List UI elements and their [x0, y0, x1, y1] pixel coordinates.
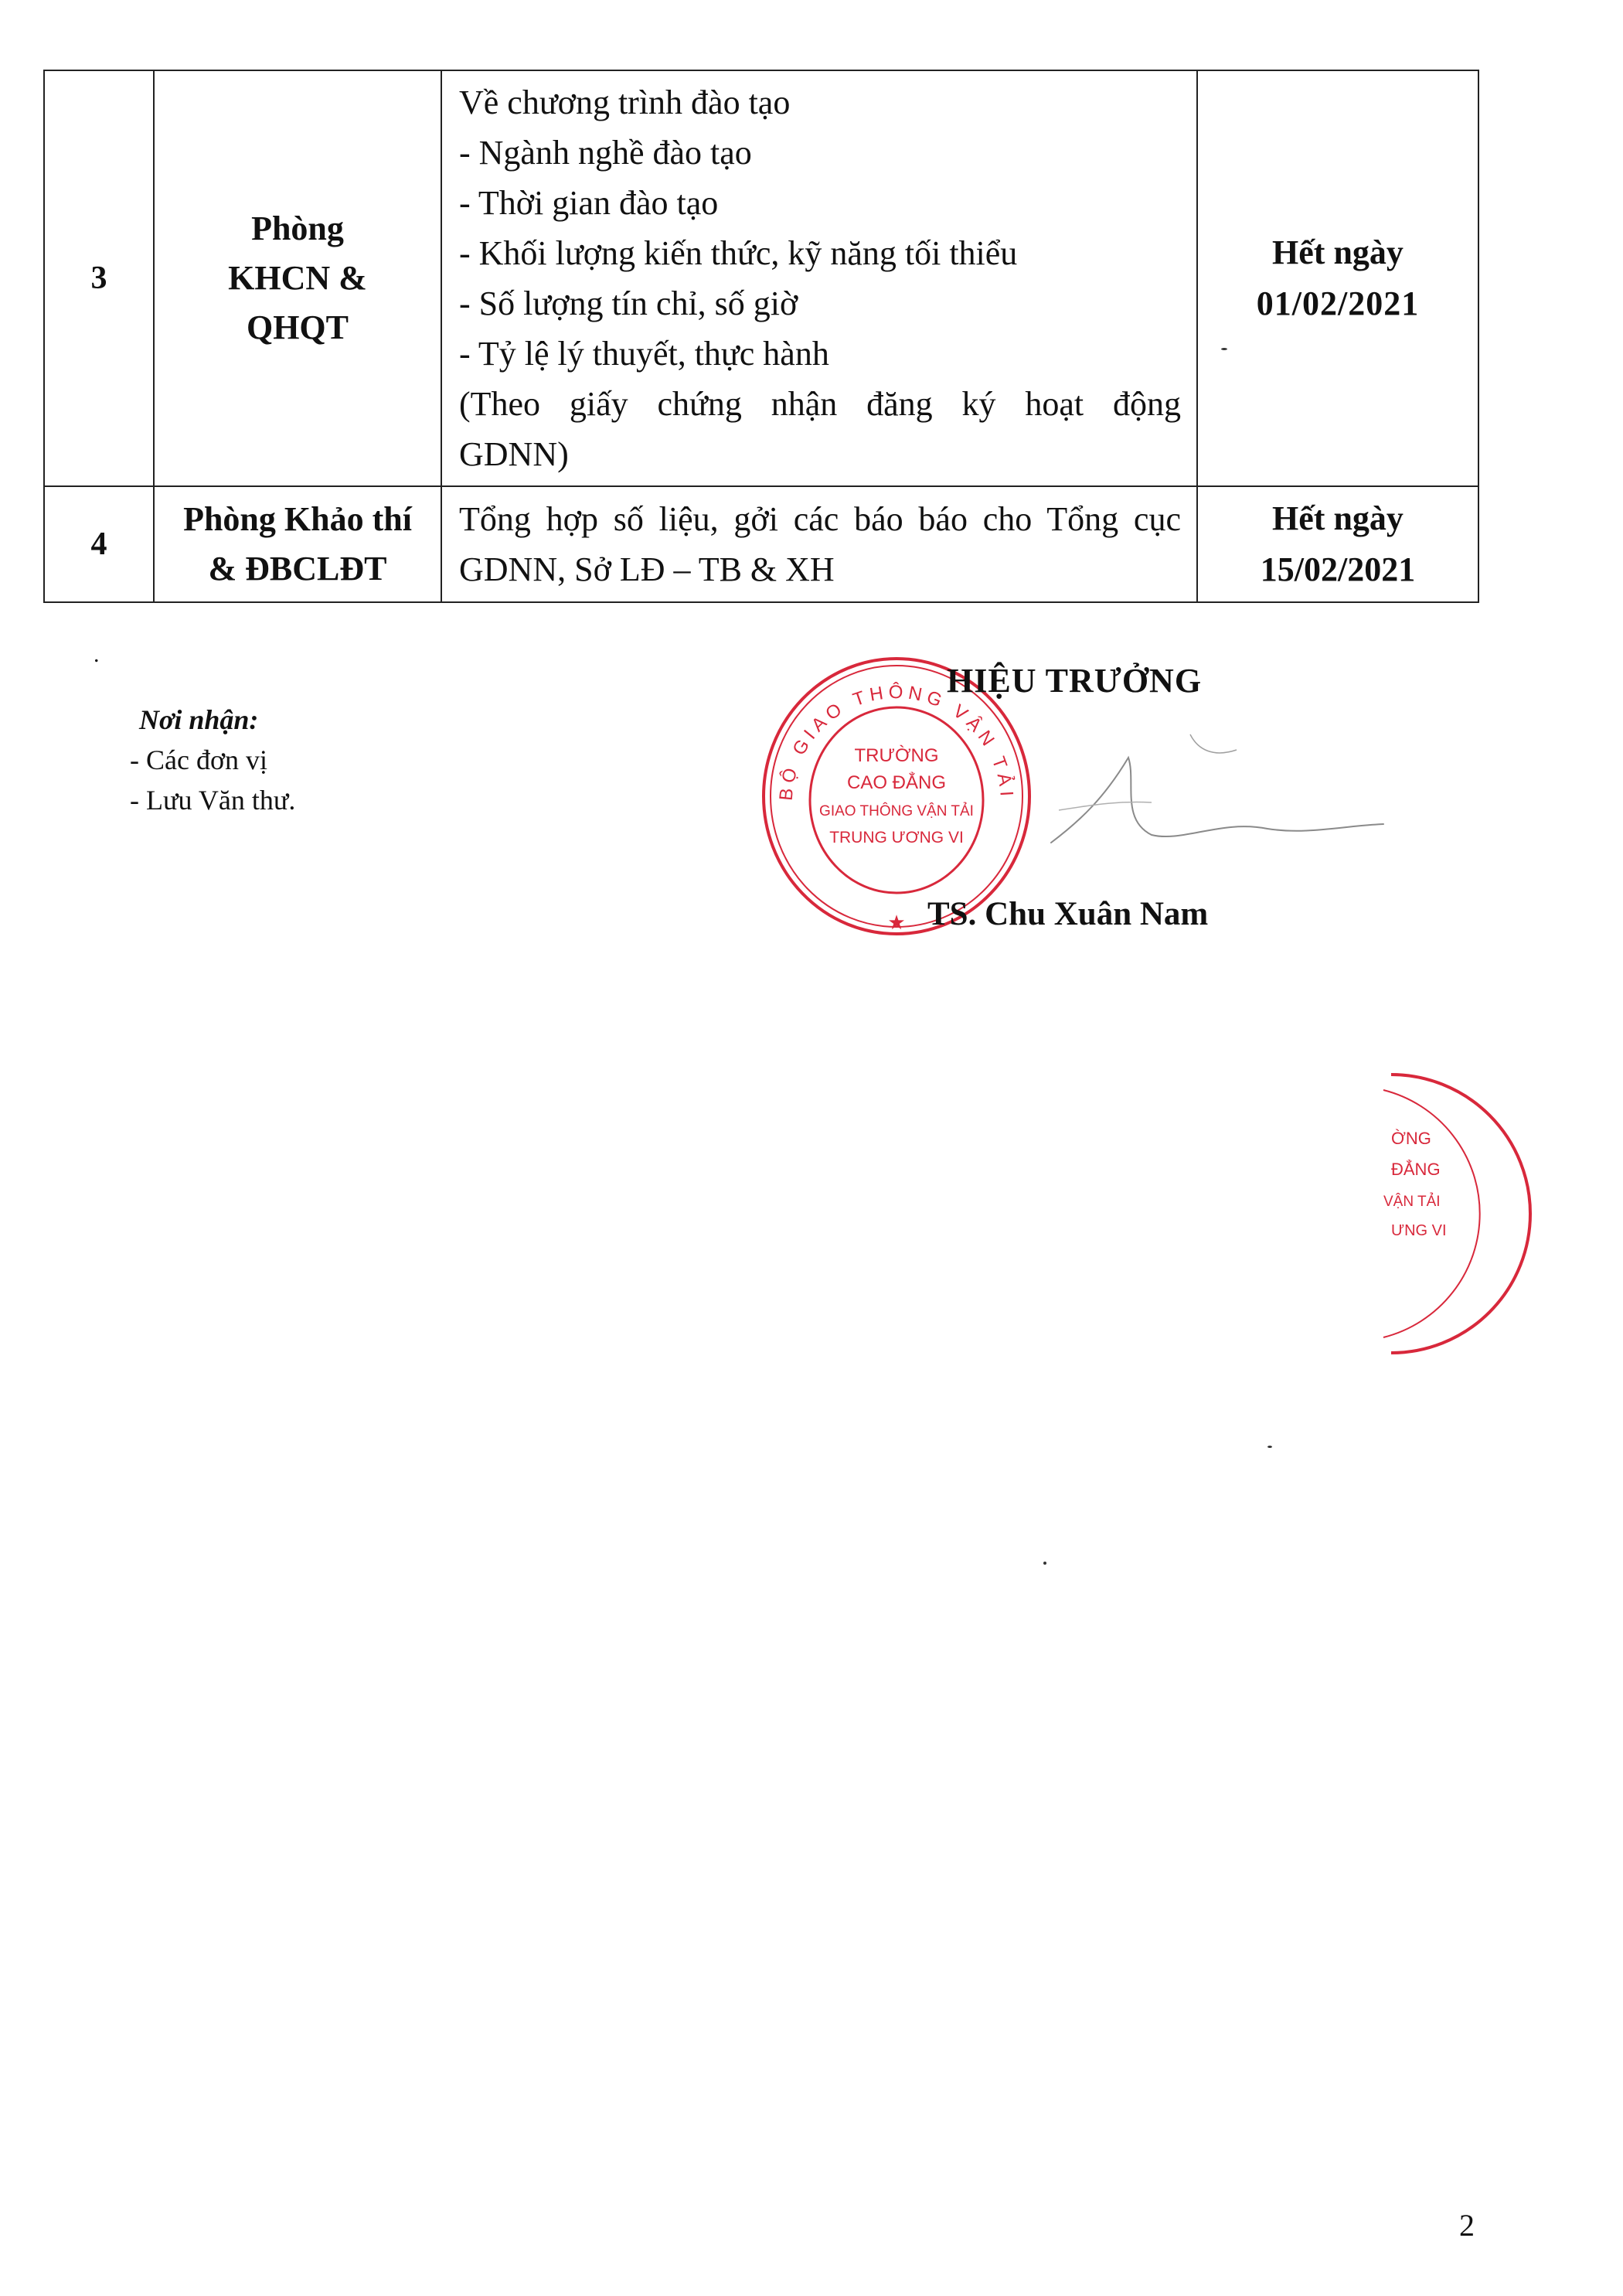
- deadline-label: Hết ngày: [1272, 233, 1404, 271]
- table-row: [44, 70, 1478, 486]
- seal-line: ƯNG VI: [1391, 1222, 1447, 1239]
- unit-line: Phòng: [251, 210, 344, 247]
- row-number: 4: [44, 486, 154, 602]
- deadline-date: 15/02/2021: [1260, 550, 1416, 588]
- seal-outer-text: BỘ GIAO THÔNG VẬN TẢI: [775, 681, 1018, 802]
- signer-title: HIỆU TRƯỞNG: [947, 662, 1203, 700]
- partial-seal: [1376, 1059, 1546, 1368]
- task-line: GDNN): [459, 435, 569, 473]
- seal-line: TRƯỜNG: [854, 745, 939, 766]
- table-row: [44, 486, 1478, 602]
- seal-line: VẬN TẢI: [1383, 1194, 1441, 1210]
- deadline: [1197, 70, 1478, 486]
- unit-line: KHCN &: [228, 259, 367, 297]
- task-line: GDNN, Sở LĐ – TB & XH: [459, 550, 835, 588]
- page-number: 2: [1459, 2208, 1475, 2243]
- task-line: - Khối lượng kiến thức, kỹ năng tối thiểu: [459, 234, 1018, 272]
- scan-speck: [1221, 348, 1227, 350]
- task-line: - Ngành nghề đào tạo: [459, 134, 752, 172]
- deadline: [1197, 486, 1478, 602]
- deadline-date: 01/02/2021: [1256, 284, 1420, 322]
- signer-name: TS. Chu Xuân Nam: [927, 896, 1209, 932]
- task-line: - Số lượng tín chỉ, số giờ: [459, 284, 798, 322]
- stray-mark: .: [94, 642, 100, 667]
- seal-line: TRUNG ƯƠNG VI: [829, 829, 964, 847]
- unit-line: & ĐBCLĐT: [208, 550, 387, 588]
- task-line: Về chương trình đào tạo: [459, 83, 791, 121]
- task-table: [43, 70, 1479, 603]
- task-line: Tổng hợp số liệu, gởi các báo báo cho Tổng cục: [459, 500, 1181, 538]
- task-description: [441, 486, 1197, 602]
- unit-line: Phòng Khảo thí: [183, 500, 412, 538]
- task-line: (Theo giấy chứng nhận đăng ký hoạt động: [459, 385, 1181, 423]
- row-number: 3: [44, 70, 154, 486]
- recipient-item: - Lưu Văn thư.: [130, 785, 296, 816]
- seal-line: ỜNG: [1391, 1129, 1431, 1148]
- responsible-unit: [154, 486, 441, 602]
- responsible-unit: [154, 70, 441, 486]
- task-line: - Thời gian đào tạo: [459, 184, 719, 222]
- unit-line: QHQT: [246, 308, 349, 346]
- deadline-label: Hết ngày: [1272, 499, 1404, 537]
- task-description: [441, 70, 1197, 486]
- seal-line: ĐẲNG: [1391, 1160, 1441, 1179]
- recipient-item: - Các đơn vị: [130, 744, 267, 775]
- seal-line: CAO ĐẲNG: [846, 772, 947, 793]
- task-line: - Tỷ lệ lý thuyết, thực hành: [459, 335, 829, 373]
- handwritten-signature: [1036, 727, 1391, 881]
- seal-star-icon: ★: [887, 911, 906, 934]
- recipients-block: [130, 700, 295, 820]
- scan-speck: [1043, 1562, 1046, 1565]
- seal-line: GIAO THÔNG VẬN TẢI: [819, 803, 974, 819]
- recipients-title: Nơi nhận:: [139, 704, 259, 735]
- scan-speck: [1267, 1446, 1272, 1448]
